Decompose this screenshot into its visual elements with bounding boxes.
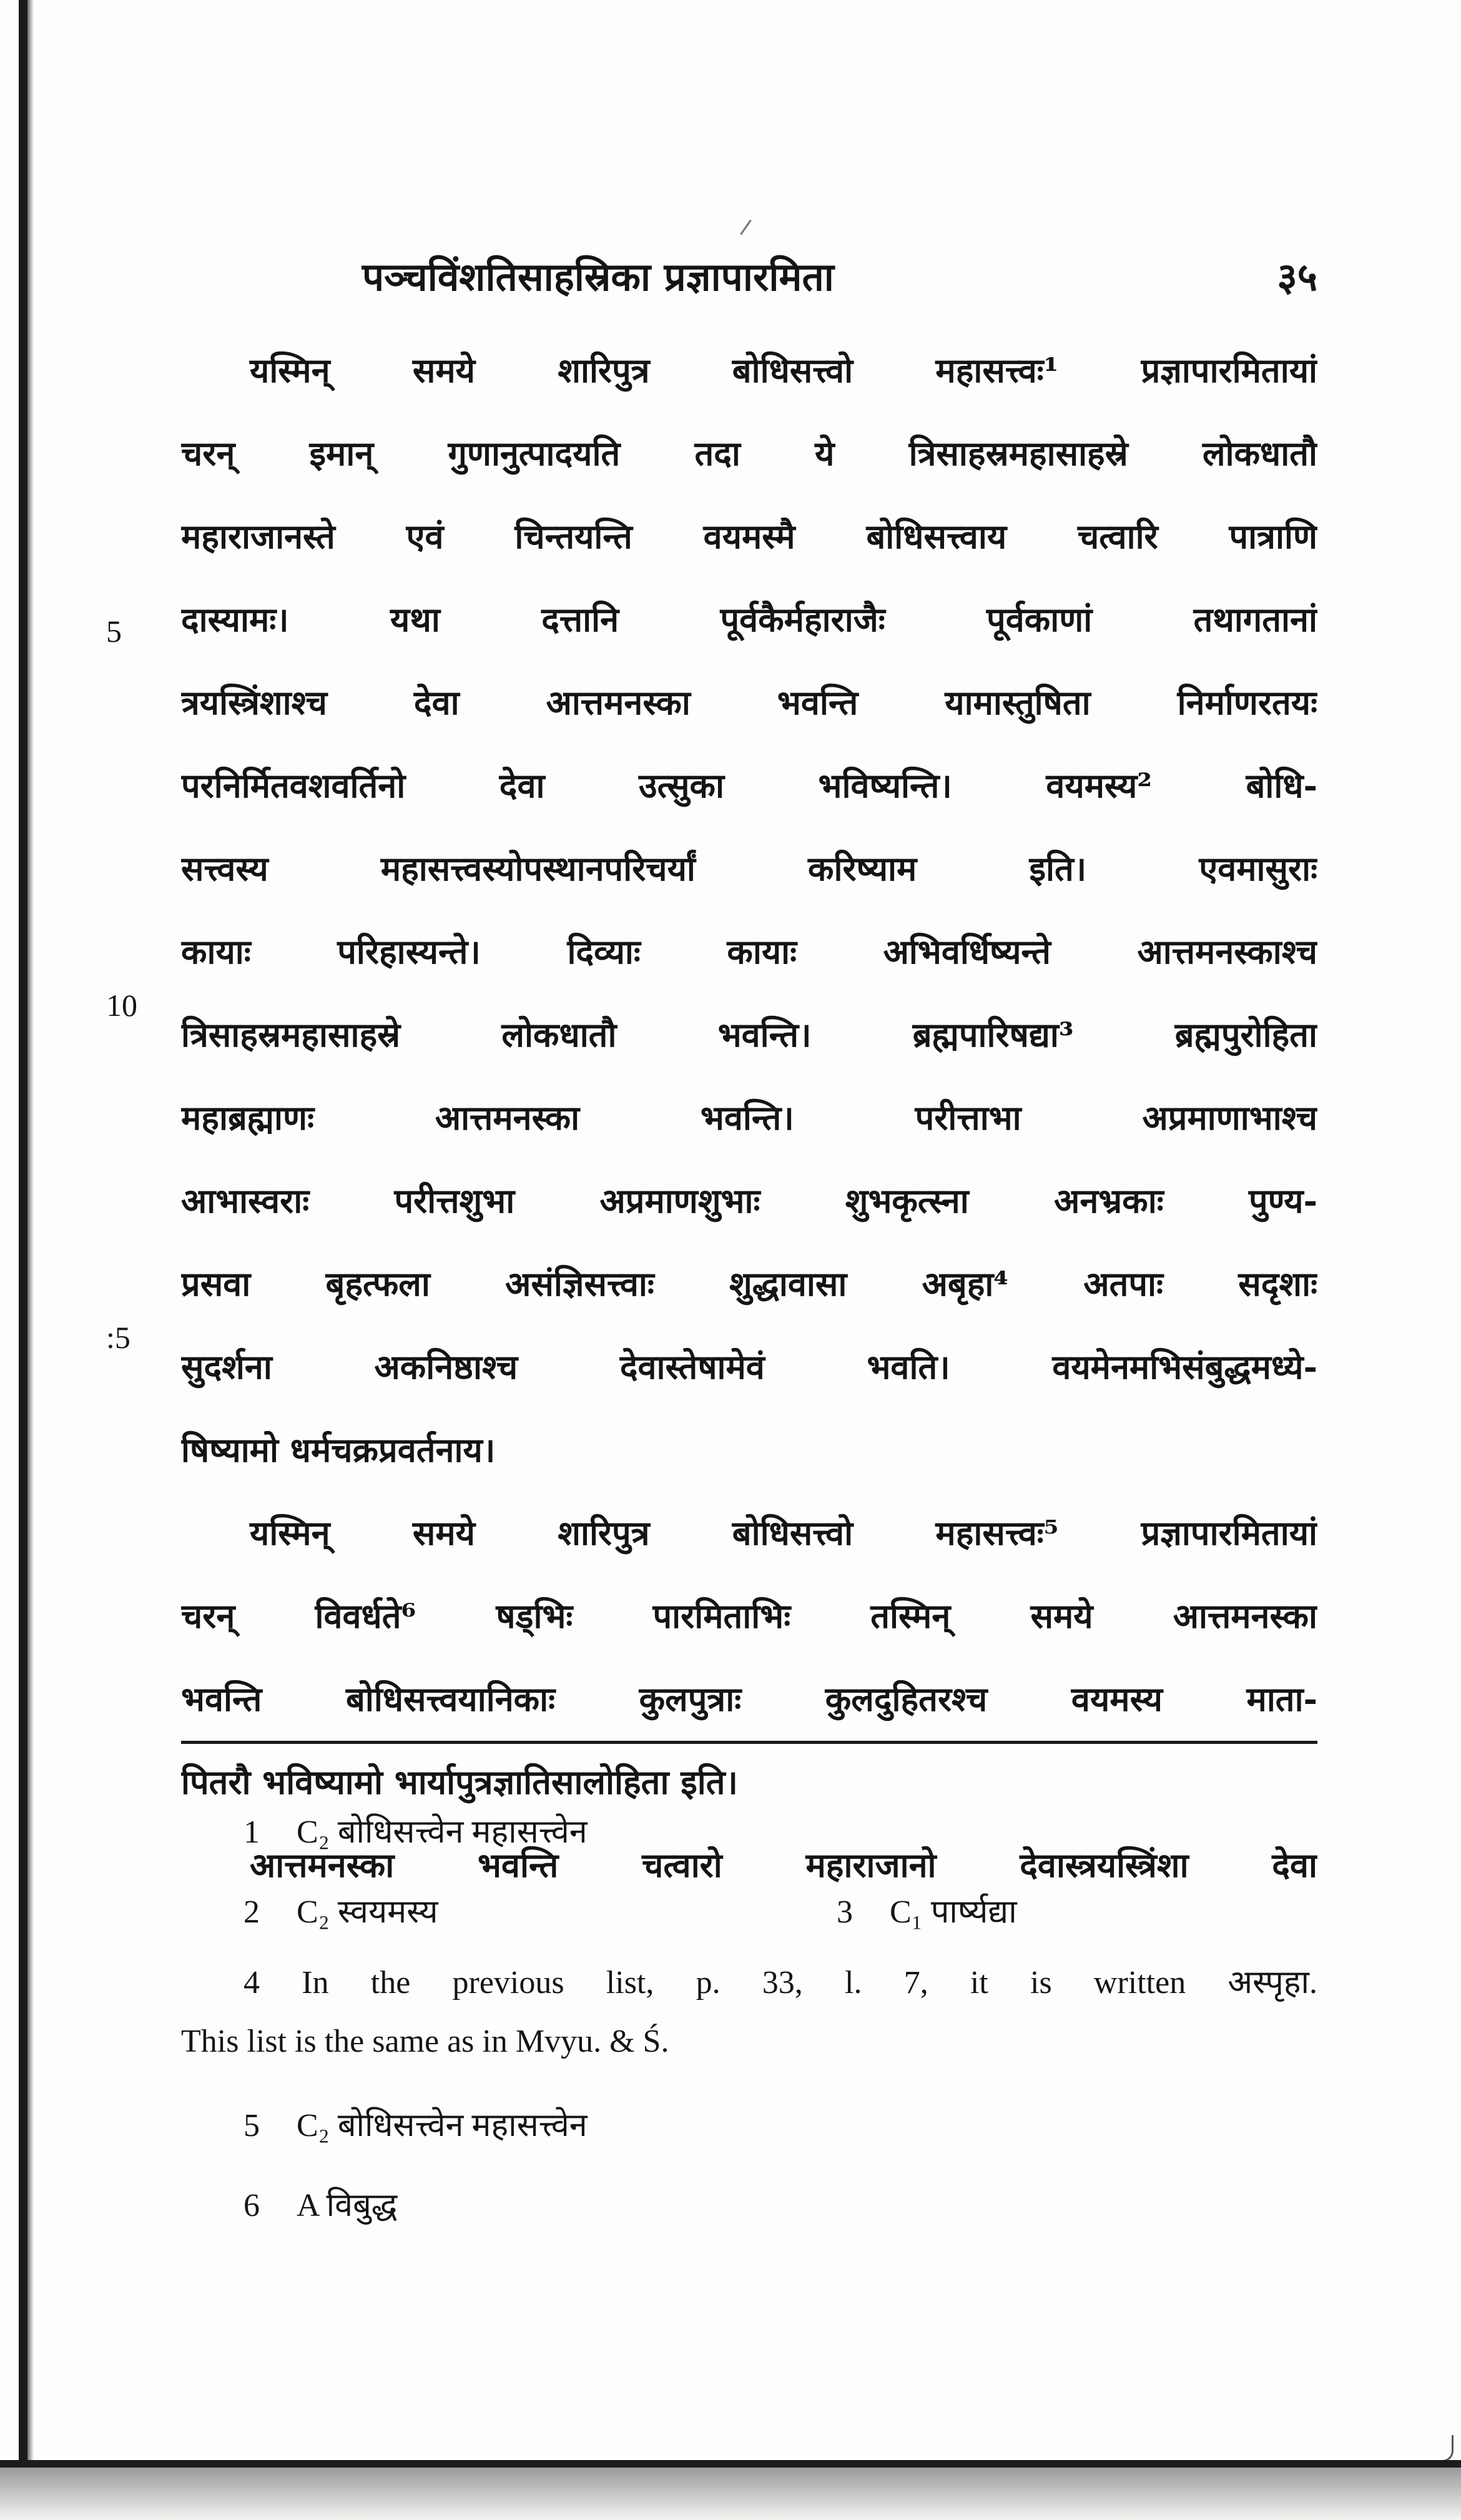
text-line: सत्त्वस्य महासत्त्वस्योपस्थानपरिचर्यां करिष्याम इति। एवमासुराः [181, 849, 1317, 888]
footnote-number: 5 [244, 2108, 260, 2143]
footnote-text: C₂ स्वयमस्य [297, 1894, 438, 1930]
text-line: चरन् विवर्धते⁶ षड्भिः पारमिताभिः तस्मिन् समये आत्तमनस्का [181, 1596, 1317, 1636]
footnote-4 [181, 1958, 1317, 2008]
footnote-4-continuation: This list is the same as in Mvyu. & Ś. [181, 2024, 669, 2059]
footnote-2-3 [181, 1878, 1317, 1958]
running-title: पञ्चविंशतिसाहस्रिका प्रज्ञापारमिता [362, 254, 834, 300]
bottom-scan-shadow [0, 2468, 1461, 2520]
bottom-scan-edge [0, 2460, 1461, 2468]
footnote-rule [181, 1741, 1317, 1744]
text-line: प्रसवा बृहत्फला असंज्ञिसत्त्वाः शुद्धावासा अबृहा⁴ अतपाः सदृशाः [181, 1264, 1317, 1304]
footnote-6 [181, 2172, 1317, 2252]
text-line: यस्मिन् समये शारिपुत्र बोधिसत्त्वो महासत्त्वः⁵ प्रज्ञापारमितायां [250, 1513, 1317, 1553]
footnote-number: 2 [244, 1894, 260, 1930]
text-line: चरन् इमान् गुणानुत्पादयति तदा ये त्रिसाहस्रमहासाहस्रे लोकधातौ [181, 433, 1317, 473]
footnote-text: In the previous list, p. 33, l. 7, it is written अस्पृहा. [302, 1965, 1318, 2001]
text-line: त्रयस्त्रिंशाश्च देवा आत्तमनस्का भवन्ति यामास्तुषिता निर्माणरतयः [181, 682, 1317, 722]
text-line: महाराजानस्ते एवं चिन्तयन्ति वयमस्मै बोधिसत्त्वाय चत्वारि पात्राणि [181, 516, 1317, 556]
text-line: महाब्रह्माणः आत्तमनस्का भवन्ति। परीत्ताभा अप्रमाणाभाश्च [181, 1098, 1317, 1138]
text-line: त्रिसाहस्रमहासाहस्रे लोकधातौ भवन्ति। ब्रह्मपारिषद्या³ ब्रह्मपुरोहिता [181, 1015, 1317, 1055]
footnote-number: 4 [244, 1965, 260, 2001]
footnote-text: C₁ पार्ष्यद्या [890, 1894, 1017, 1930]
main-text [181, 340, 1317, 1918]
page-header [181, 250, 1317, 306]
text-line: सुदर्शना अकनिष्ठाश्च देवास्तेषामेवं भवति। वयमेनमभिसंबुद्धमध्ये- [181, 1347, 1317, 1387]
text-line: षिष्यामो धर्मचक्रप्रवर्तनाय। [181, 1430, 496, 1470]
footnote-number: 1 [244, 1814, 260, 1850]
text-line: यस्मिन् समये शारिपुत्र बोधिसत्त्वो महासत्त्वः¹ प्रज्ञापारमितायां [250, 350, 1317, 390]
binding-shadow [27, 0, 34, 2520]
footnote-text: A विबुद्ध [297, 2188, 398, 2223]
footnote-number: 6 [244, 2188, 260, 2223]
footnote-1 [181, 1798, 1317, 1878]
text-line: आभास्वराः परीत्तशुभा अप्रमाणशुभाः शुभकृत्स्ना अनभ्रकाः पुण्य- [181, 1181, 1317, 1221]
footnote-5 [181, 2092, 1317, 2172]
stray-pen-mark [740, 220, 752, 235]
text-line: भवन्ति बोधिसत्त्वयानिकाः कुलपुत्राः कुलदुहितरश्च वयमस्य माता- [181, 1679, 1317, 1719]
page-corner-curl [1435, 2435, 1454, 2462]
page-number: ३५ [1277, 254, 1317, 300]
text-line: दास्यामः। यथा दत्तानि पूर्वकैर्महाराजैः पूर्वकाणां तथागतानां [181, 599, 1317, 639]
text-line: आत्तमनस्का भवन्ति चत्वारो महाराजानो देवास्त्रयस्त्रिंशा देवा [250, 1845, 1317, 1885]
text-line: पितरौ भविष्यामो भार्यापुत्रज्ञातिसालोहिता इति। [181, 1762, 738, 1802]
line-number-5: 5 [106, 614, 122, 649]
footnote-text: C₂ बोधिसत्त्वेन महासत्त्वेन [297, 1814, 588, 1850]
line-number-10: 10 [106, 988, 137, 1023]
line-number-15: :5 [106, 1320, 130, 1355]
text-line: परनिर्मितवशवर्तिनो देवा उत्सुका भविष्यन्ति। वयमस्य² बोधि- [181, 765, 1317, 805]
footnote-number: 3 [837, 1894, 853, 1930]
text-line: कायाः परिहास्यन्ते। दिव्याः कायाः अभिवर्धिष्यन्ते आत्तमनस्काश्च [181, 932, 1317, 972]
footnote-text: C₂ बोधिसत्त्वेन महासत्त्वेन [297, 2108, 588, 2143]
binding-edge [19, 0, 27, 2520]
footnotes [181, 1798, 1317, 2252]
